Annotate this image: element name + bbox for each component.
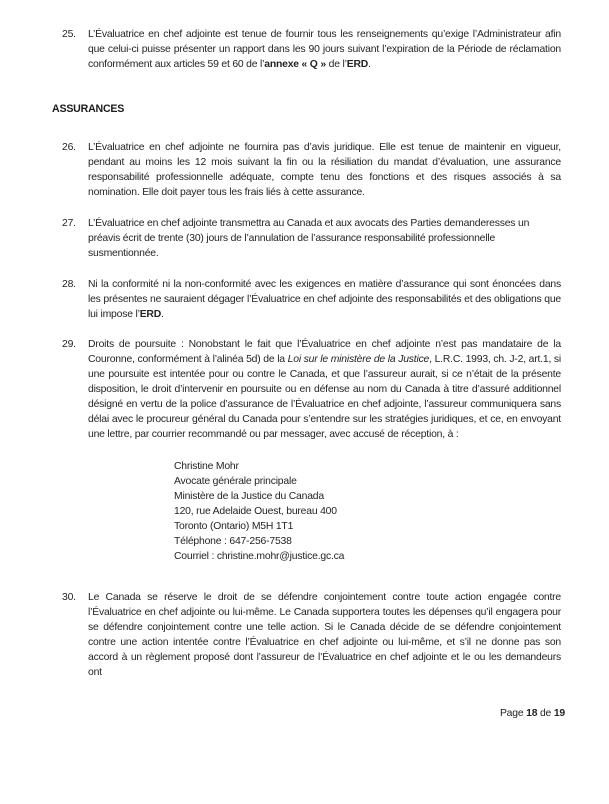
- text-run: de: [537, 708, 554, 719]
- item-paragraph: [88, 216, 561, 261]
- text-run: Le Canada se réserve le droit de se défendre conjointement contre toute action engagée contre l’Évaluatrice en chef adjointe ou lui-même. Le Canada supportera toutes les dépenses qu’il engagera pour se défendre conjointement contre une telle action. Si le Canada décide de se défendre conjointement contre une action intentée contre l’Évaluatrice en chef adjointe ou lui-même, et s’il ne donne pas son accord à un règlement proposé dont l’assureur de l’Évaluatrice en chef adjointe et le ou les demandeurs ont: [88, 592, 561, 678]
- page-footer: [0, 706, 565, 721]
- address-line: Courriel : christine.mohr@justice.gc.ca: [174, 551, 345, 562]
- numbered-item-28: [62, 277, 561, 322]
- item-number: 25.: [62, 29, 76, 40]
- item-number: 29.: [62, 339, 76, 350]
- address-line: Avocate générale principale: [174, 476, 297, 487]
- italic-text-run: Loi sur le ministère de la Justice: [287, 354, 430, 365]
- text-run: L’Évaluatrice en chef adjointe est tenue de fournir tous les renseignements qu’exige l’Administrateur afin que celui-ci puisse présenter un rapport dans les 90 jours suivant l’expiration de la Période de réclamation conformément aux articles 59 et 60 de l’: [88, 29, 561, 70]
- bold-text-run: ERD: [139, 309, 162, 320]
- address-line: Ministère de la Justice du Canada: [174, 491, 324, 502]
- bold-text-run: ERD: [346, 59, 369, 70]
- text-run: , L.R.C. 1993, ch. J-2, art.1, si une poursuite est intentée pour ou contre le Canada, et que l’assureur aurait, si ce n’était de la présente disposition, le droit d’intervenir en poursuite ou en défense au nom du Canada à titre d’assuré additionnel désigné en vertu de la police d’assurance de l’Évaluatrice en chef adjointe, l’assureur communiquera sans délai avec le procureur général du Canada pour s’entendre sur les stratégies juridiques, et ce, en envoyant une lettre, par courrier recommandé ou par messager, avec accusé de réception, à :: [88, 354, 562, 440]
- numbered-item-27: [62, 216, 561, 261]
- text-run: Droits de poursuite : Nonobstant le fait que l’Évaluatrice en chef adjointe n’est pas mandataire de la Couronne, conformément à l’alinéa 5d) de la: [88, 339, 561, 365]
- bold-text-run: 18: [526, 708, 538, 719]
- address-line: Toronto (Ontario) M5H 1T1: [174, 521, 294, 532]
- text-run: Page: [499, 708, 527, 719]
- text-run: .: [161, 309, 164, 320]
- item-paragraph: [88, 140, 561, 200]
- address-line: Téléphone : 647-256-7538: [174, 536, 292, 547]
- section-heading: ASSURANCES: [52, 103, 125, 115]
- numbered-item-26: [62, 140, 561, 200]
- item-paragraph: [88, 277, 561, 322]
- numbered-item-29: [62, 337, 561, 442]
- text-run: de l’: [325, 59, 347, 70]
- address-line: 120, rue Adelaide Ouest, bureau 400: [174, 506, 337, 517]
- item-number: 27.: [62, 218, 76, 229]
- numbered-item-25: [62, 27, 561, 72]
- text-run: L’Évaluatrice en chef adjointe transmettra au Canada et aux avocats des Parties demanderesses un préavis écrit de trente (30) jours de l’annulation de l’assurance responsabilité professionnelle susmentionnée.: [88, 218, 530, 259]
- item-number: 26.: [62, 142, 76, 153]
- address-line: Christine Mohr: [174, 461, 239, 472]
- item-number: 30.: [62, 592, 76, 603]
- item-paragraph: [88, 337, 561, 442]
- item-paragraph: [88, 590, 561, 680]
- bold-text-run: 19: [553, 708, 565, 719]
- item-number: 28.: [62, 279, 76, 290]
- text-run: Ni la conformité ni la non-conformité avec les exigences en matière d’assurance qui sont énoncées dans les présentes ne sauraient dégager l’Évaluatrice en chef adjointe des responsabilités et des obligations que lui impose l’: [88, 279, 561, 320]
- item-paragraph: [88, 27, 561, 72]
- text-run: L’Évaluatrice en chef adjointe ne fournira pas d’avis juridique. Elle est tenue de maintenir en vigueur, pendant au moins les 12 mois suivant la fin ou la résiliation du mandat d’évaluation, une assurance responsabilité professionnelle adéquate, compte tenu des fonctions et des risques associés à sa nomination. Elle doit payer tous les frais liés à cette assurance.: [88, 142, 561, 198]
- text-run: .: [368, 59, 371, 70]
- numbered-item-30: [62, 590, 561, 680]
- bold-text-run: annexe « Q »: [264, 59, 326, 70]
- address-block: [174, 459, 609, 564]
